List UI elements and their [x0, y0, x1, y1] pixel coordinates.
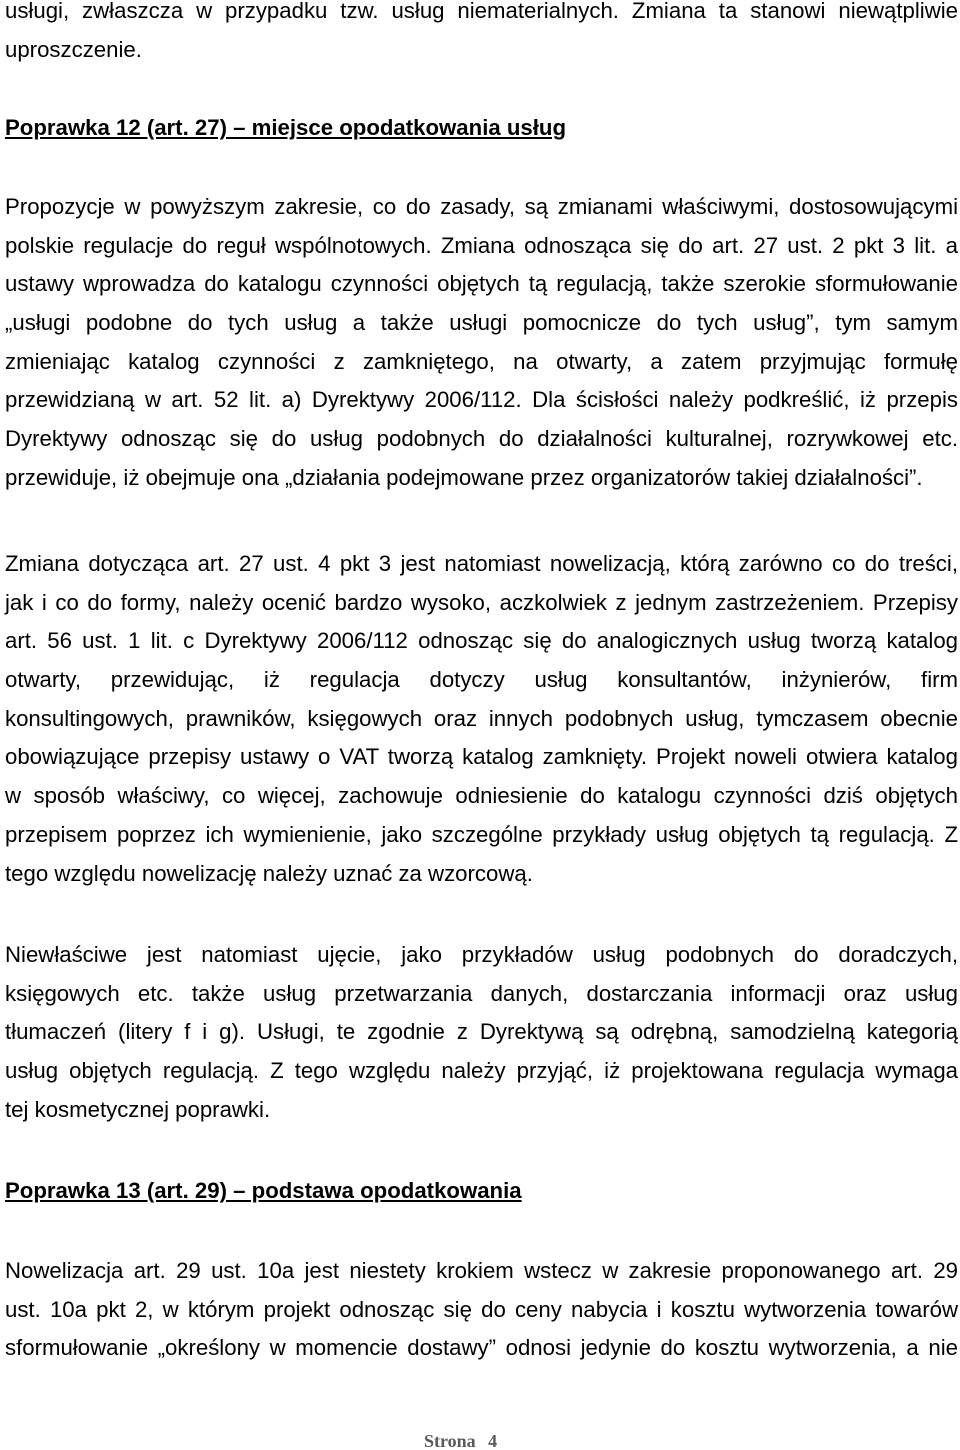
text-line: w sposób właściwy, co więcej, zachowuje odniesienie do katalogu czynności dziś objętych	[5, 783, 958, 809]
text-line: uproszczenie.	[5, 36, 142, 62]
text-line: jak i co do formy, należy ocenić bardzo wysoko, aczkolwiek z jednym zastrzeżeniem. Przepisy	[5, 589, 958, 615]
page-number: Strona 4	[424, 1431, 498, 1450]
text-line: konsultingowych, prawników, księgowych oraz innych podobnych usług, tymczasem obecnie	[5, 705, 958, 731]
text-line: polskie regulacje do reguł wspólnotowych. Zmiana odnosząca się do art. 27 ust. 2 pkt 3 lit. a	[5, 232, 958, 258]
section-heading-poprawka-12: Poprawka 12 (art. 27) – miejsce opodatkowania usług	[5, 115, 567, 140]
text-line: ust. 10a pkt 2, w którym projekt odnosząc się do ceny nabycia i kosztu wytworzenia towarów	[5, 1296, 958, 1322]
text-line: ustawy wprowadza do katalogu czynności objętych tą regulacją, także szerokie sformułowanie	[5, 271, 958, 297]
text-line: Dyrektywy odnosząc się do usług podobnych do działalności kulturalnej, rozrywkowej etc.	[5, 426, 958, 452]
text-line: sformułowanie „określony w momencie dostawy” odnosi jedynie do kosztu wytworzenia, a nie	[5, 1335, 958, 1361]
text-line: tej kosmetycznej poprawki.	[5, 1096, 271, 1122]
text-line: tłumaczeń (litery f i g). Usługi, te zgodnie z Dyrektywą są odrębną, samodzielną kategorią	[5, 1019, 958, 1045]
paragraph	[5, 545, 958, 893]
text-line: usługi, zwłaszcza w przypadku tzw. usług niematerialnych. Zmiana ta stanowi niewątpliwie	[5, 0, 958, 23]
text-line: księgowych etc. także usług przetwarzania danych, dostarczania informacji oraz usług	[5, 980, 958, 1006]
text-line: „usługi podobne do tych usług a także usługi pomocnicze do tych usług”, tym samym	[5, 310, 958, 336]
text-line: przepisem poprzez ich wymienienie, jako szczególne przykłady usług objętych tą regulacją. Z	[5, 821, 958, 847]
text-line: zmieniając katalog czynności z zamkniętego, na otwarty, a zatem przyjmując formułę	[5, 348, 958, 374]
paragraph	[5, 188, 958, 498]
text-line: art. 56 ust. 1 lit. c Dyrektywy 2006/112 odnosząc się do analogicznych usług tworzą katalog	[5, 628, 958, 654]
text-line: Nowelizacja art. 29 ust. 10a jest niestety krokiem wstecz w zakresie proponowanego art. 29	[5, 1258, 958, 1283]
text-line: Niewłaściwe jest natomiast ujęcie, jako przykładów usług podobnych do doradczych,	[5, 942, 958, 967]
text-line: obowiązujące przepisy ustawy o VAT tworzą katalog zamknięty. Projekt noweli otwiera katalog	[5, 744, 958, 770]
text-line: tego względu nowelizację należy uznać za wzorcową.	[5, 860, 533, 886]
text-line: usług objętych regulacją. Z tego względu należy przyjąć, iż projektowana regulacja wymaga	[5, 1058, 958, 1084]
paragraph-intro	[5, 0, 958, 69]
text-line: przewidzianą w art. 52 lit. a) Dyrektywy 2006/112. Dla ścisłości należy podkreślić, iż przepis	[5, 387, 958, 413]
text-line: otwarty, przewidując, iż regulacja dotyczy usług konsultantów, inżynierów, firm	[5, 667, 958, 693]
paragraph	[5, 1252, 958, 1368]
text-line: Propozycje w powyższym zakresie, co do zasady, są zmianami właściwymi, dostosowującymi	[5, 194, 958, 219]
text-line: Zmiana dotycząca art. 27 ust. 4 pkt 3 jest natomiast nowelizacją, którą zarówno co do treści,	[5, 551, 958, 576]
section-heading-poprawka-13: Poprawka 13 (art. 29) – podstawa opodatkowania	[5, 1178, 522, 1203]
text-line: przewiduje, iż obejmuje ona „działania podejmowane przez organizatorów takiej działalności”.	[5, 464, 923, 490]
paragraph	[5, 936, 958, 1129]
